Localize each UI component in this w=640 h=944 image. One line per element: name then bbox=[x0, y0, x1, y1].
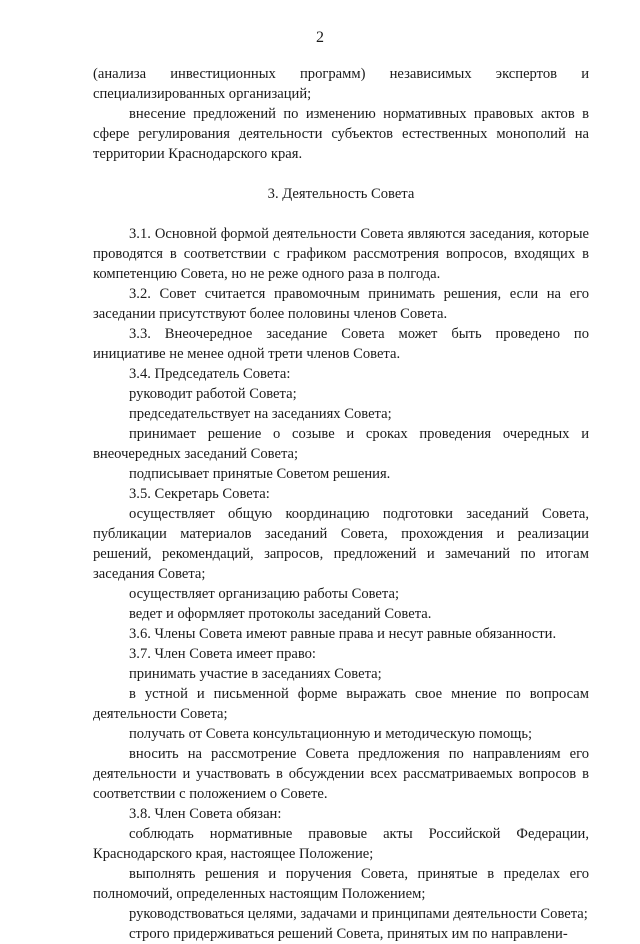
paragraph: вносить на рассмотрение Совета предложения по направлениям его деятельности и участвовать в обсуждении всех рассматриваемых вопросов в соответствии с положением о Совете. bbox=[93, 746, 589, 802]
paragraph: 3.5. Секретарь Совета: bbox=[129, 486, 270, 502]
paragraph: подписывает принятые Советом решения. bbox=[129, 466, 391, 482]
paragraph: строго придерживаться решений Совета, принятых им по направлени- bbox=[129, 926, 568, 942]
paragraph: ведет и оформляет протоколы заседаний Совета. bbox=[129, 606, 432, 622]
paragraph: осуществляет общую координацию подготовки заседаний Совета, публикации материалов заседаний Совета, прохождения и реализации решений, рекомендаций, запросов, предложений и замечаний по итогам заседания Совета; bbox=[93, 506, 589, 582]
page-number: 2 bbox=[316, 29, 324, 46]
paragraph: руководит работой Совета; bbox=[129, 386, 297, 402]
paragraph: 3.1. Основной формой деятельности Совета являются заседания, которые проводятся в соответствии с графиком рассмотрения вопросов, входящих в компетенцию Совета, но не реже одного раза в полгода. bbox=[93, 226, 589, 282]
paragraph: руководствоваться целями, задачами и принципами деятельности Совета; bbox=[129, 906, 588, 922]
paragraph: 3.3. Внеочередное заседание Совета может быть проведено по инициативе не менее одной трети членов Совета. bbox=[93, 326, 589, 362]
paragraph: соблюдать нормативные правовые акты Российской Федерации, Краснодарского края, настоящее Положение; bbox=[93, 826, 589, 862]
paragraph: 3.2. Совет считается правомочным принимать решения, если на его заседании присутствуют более половины членов Совета. bbox=[93, 286, 589, 322]
paragraph: выполнять решения и поручения Совета, принятые в пределах его полномочий, определенных настоящим Положением; bbox=[93, 866, 589, 902]
paragraph: 3.4. Председатель Совета: bbox=[129, 366, 291, 382]
document-body bbox=[93, 64, 589, 944]
paragraph: принимать участие в заседаниях Совета; bbox=[129, 666, 382, 682]
intro-paragraph: внесение предложений по изменению нормативных правовых актов в сфере регулирования деятельности субъектов естественных монополий на территории Краснодарского края. bbox=[93, 106, 589, 162]
section-title: 3. Деятельность Совета bbox=[267, 186, 415, 202]
paragraph: 3.8. Член Совета обязан: bbox=[129, 806, 282, 822]
paragraph: в устной и письменной форме выражать свое мнение по вопросам деятельности Совета; bbox=[93, 686, 589, 722]
paragraph: принимает решение о созыве и сроках проведения очередных и внеочередных заседаний Совета; bbox=[93, 426, 589, 462]
paragraph: получать от Совета консультационную и методическую помощь; bbox=[129, 726, 533, 742]
paragraph: осуществляет организацию работы Совета; bbox=[129, 586, 399, 602]
paragraph: 3.7. Член Совета имеет право: bbox=[129, 646, 316, 662]
paragraph: председательствует на заседаниях Совета; bbox=[129, 406, 392, 422]
intro-paragraph: (анализа инвестиционных программ) независимых экспертов и специализированных организаций; bbox=[93, 66, 589, 102]
paragraph: 3.6. Члены Совета имеют равные права и несут равные обязанности. bbox=[129, 626, 557, 642]
